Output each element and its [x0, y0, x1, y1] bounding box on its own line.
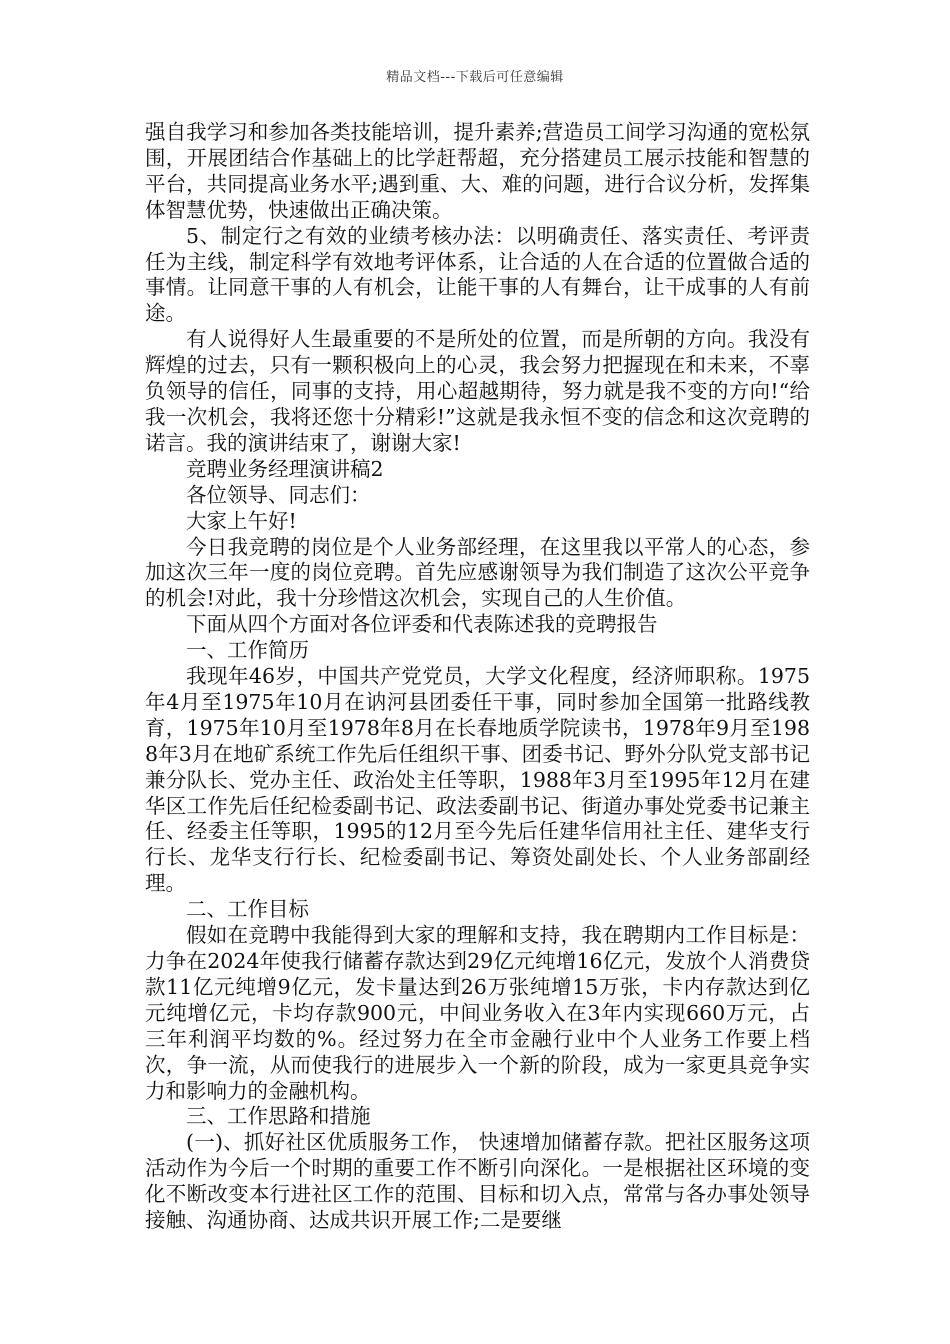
section-heading: 一、工作简历: [186, 638, 309, 663]
section-heading: 二、工作目标: [186, 897, 309, 922]
page-header: 精品文档---下载后可任意编辑: [386, 70, 564, 85]
paragraph: 强自我学习和参加各类技能培训，提升素养;营造员工间学习沟通的宽松氛围，开展团结合作基础上的比学赶帮超，充分搭建员工展示技能和智慧的平台，共同提高业务水平;遇到重、大、难的问题，进行合议分析，发挥集体智慧优势，快速做出正确决策。: [145, 120, 810, 222]
paragraph: 有人说得好人生最重要的不是所处的位置，而是所朝的方向。我没有辉煌的过去，只有一颗积极向上的心灵，我会努力把握现在和未来，不辜负领导的信任，同事的支持，用心超越期待，努力就是我不变的方向!“给我一次机会，我将还您十分精彩!”这就是我永恒不变的信念和这次竞聘的诺言。我的演讲结束了，谢谢大家!: [145, 327, 810, 455]
salutation: 各位领导、同志们：: [186, 482, 371, 507]
section-title: 竞聘业务经理演讲稿2: [186, 456, 384, 481]
paragraph: 5、制定行之有效的业绩考核办法：以明确责任、落实责任、考评责任为主线，制定科学有效地考评体系，让合适的人在合适的位置做合适的事情。让同意干事的人有机会，让能干事的人有舞台，让干成事的人有前途。: [145, 223, 810, 326]
document-body: [145, 120, 810, 1234]
section-heading: 三、工作思路和措施: [186, 1104, 371, 1129]
greeting: 大家上午好!: [186, 508, 297, 533]
paragraph: (一)、抓好社区优质服务工作， 快速增加储蓄存款。把社区服务这项活动作为今后一个时期的重要工作不断引向深化。一是根据社区环境的变化不断改变本行进社区工作的范围、目标和切入点，常常与各办事处领导接触、沟通协商、达成共识开展工作;二是要继: [145, 1130, 810, 1233]
paragraph: 假如在竞聘中我能得到大家的理解和支持，我在聘期内工作目标是： 力争在2024年使我行储蓄存款达到29亿元纯增16亿元，发放个人消费贷款11亿元纯增9亿元，发卡量达到26万张纯增15万张，卡内存款达到亿元纯增亿元，卡均存款900元，中间业务收入在3年内实现660万元，占三年利润平均数的%。经过努力在全市金融行业中个人业务工作要上档次，争一流，从而使我行的进展步入一个新的阶段，成为一家更具竞争实力和影响力的金融机构。: [145, 923, 810, 1103]
paragraph: 我现年46岁，中国共产党党员，大学文化程度，经济师职称。1975年4月至1975年10月在讷河县团委任干事，同时参加全国第一批路线教育，1975年10月至1978年8月在长春地质学院读书，1978年9月至1988年3月在地矿系统工作先后任组织干事、团委书记、野外分队党支部书记兼分队长、党办主任、政治处主任等职，1988年3月至1995年12月在建华区工作先后任纪检委副书记、政法委副书记、街道办事处党委书记兼主任、经委主任等职，1995的12月至今先后任建华信用社主任、建华支行行长、龙华支行行长、纪检委副书记、筹资处副处长、个人业务部副经理。: [145, 664, 810, 896]
paragraph: 今日我竞聘的岗位是个人业务部经理，在这里我以平常人的心态，参加这次三年一度的岗位竞聘。首先应感谢领导为我们制造了这次公平竞争的机会!对此，我十分珍惜这次机会，实现自己的人生价值。: [145, 534, 810, 611]
paragraph: 下面从四个方面对各位评委和代表陈述我的竞聘报告: [186, 612, 658, 637]
